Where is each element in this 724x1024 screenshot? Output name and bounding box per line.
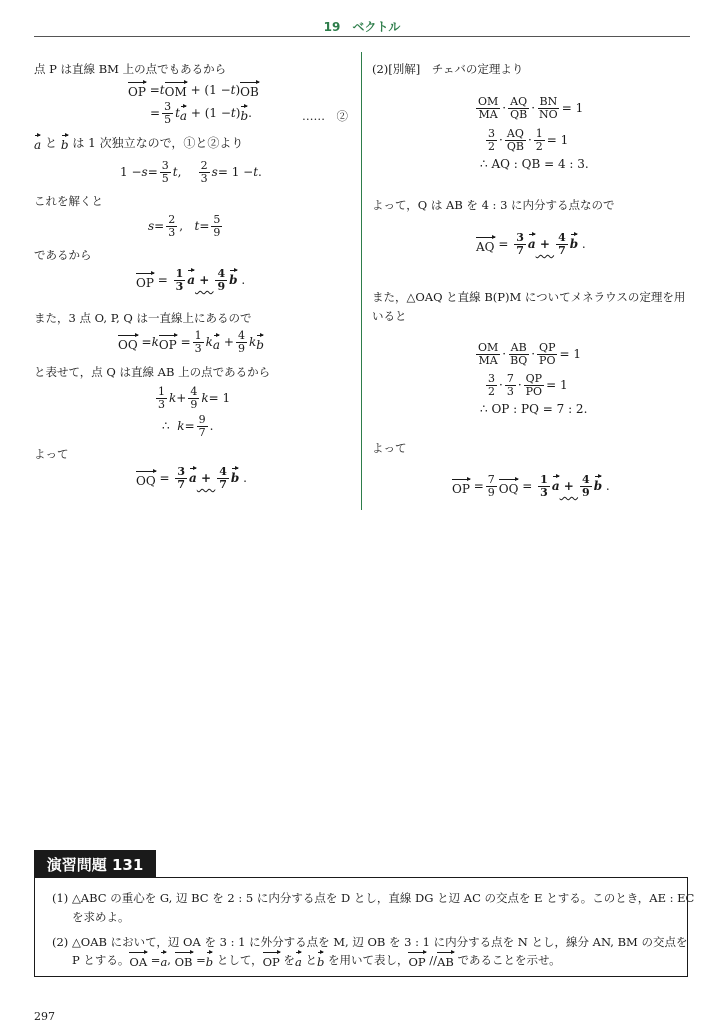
exercise-q1-line-2: を求めよ。 [72,910,130,924]
right-menelaus-sub: $\frac{3}{2}$ · $\frac{7}{3}$ · $\frac{QP}{PO}$ = 1 [488,372,568,398]
left-paragraph-2: a と b は 1 次独立なので，①と②より [34,133,243,152]
left-paragraph-6: と表せて，点 Q は直線 AB 上の点であるから [34,365,271,379]
left-eq-oq-k: OQ = k OP = $\frac{1}{3}$ k a + $\frac{4}{9}$ k b [118,329,264,355]
right-paragraph-2: よって，Q は AB を 4 : 3 に内分する点なので [372,198,615,212]
left-eq-k-value: ∴ k = $\frac{9}{7}$ . [162,413,214,439]
right-paragraph-3b: いると [372,309,407,323]
right-ratio-aq-qb: ∴ AQ : QB = 4 : 3. [480,157,589,171]
left-eq-k-sum: $\frac{1}{3}$ k + $\frac{4}{9}$ k = 1 [158,385,231,411]
exercise-title: 演習問題 131 [34,850,156,878]
right-result-op: OP = $\frac{7}{9}$ OQ = $\frac{1}{3}$ a + $\frac{4}{9}$ b . [452,473,610,499]
page-number: 297 [34,1010,55,1023]
left-paragraph-7: よって [34,447,69,461]
chapter-header: 19 ベクトル [323,20,401,34]
exercise-q2-line-1: (2) △OAB において，辺 OA を 3 : 1 に外分する点を M, 辺 OB を 3 : 1 に内分する点を N とし，線分 AN, BM の交点を [52,935,688,949]
right-result-aq: AQ = $\frac{3}{7}$ a + $\frac{4}{7}$ b . [476,231,586,257]
right-paragraph-3a: また，△OAQ と直線 B(P)M についてメネラウスの定理を用 [372,290,686,304]
left-result-op: OP = $\frac{1}{3}$ a + $\frac{4}{9}$ b . [136,267,246,293]
left-paragraph-1: 点 P は直線 BM 上の点でもあるから [34,62,227,76]
exercise-q1-line-1: (1) △ABC の重心を G, 辺 BC を 2 : 5 に内分する点を D とし，直線 DG と辺 AC の交点を E とする。このとき，AE : EC [52,891,695,905]
left-paragraph-4: であるから [34,248,92,262]
left-paragraph-5: また，3 点 O, P, Q は一直線上にあるので [34,311,252,325]
right-paragraph-4: よって [372,441,407,455]
column-divider [361,52,362,510]
left-eq-system: 1 − s = $\frac{3}{5}$ t , $\frac{2}{3}$ s = 1 − t . [120,159,262,185]
right-menelaus-eq: $\frac{OM}{MA}$ · $\frac{AB}{BQ}$ · $\frac{QP}{PO}$ = 1 [478,341,581,367]
exercise-q2-line-2: P とする。 OA = a , OB = b として， OP を a と b を用いて表し， OP // AB であることを示せ。 [72,950,561,969]
right-ceva-sub: $\frac{3}{2}$ · $\frac{AQ}{QB}$ · $\frac{1}{2}$ = 1 [488,127,569,153]
header-rule [34,36,690,37]
left-eq-op-2: = $\frac{3}{5}$ t a + (1 − t ) b . [150,100,252,126]
right-ratio-op-pq: ∴ OP : PQ = 7 : 2. [480,402,588,416]
left-result-oq: OQ = $\frac{3}{7}$ a + $\frac{4}{7}$ b . [136,465,247,491]
left-paragraph-3: これを解くと [34,194,103,208]
right-ceva-eq: $\frac{OM}{MA}$ · $\frac{AQ}{QB}$ · $\frac{BN}{NO}$ = 1 [478,95,584,121]
equation-marker-2: …… ② [302,109,348,123]
left-eq-solution: s = $\frac{2}{3}$ , t = $\frac{5}{9}$ [148,213,221,239]
right-paragraph-1: (2)[別解] チェバの定理より [372,62,524,76]
left-eq-op-1: OP = t OM + (1 − t ) OB [128,80,259,99]
